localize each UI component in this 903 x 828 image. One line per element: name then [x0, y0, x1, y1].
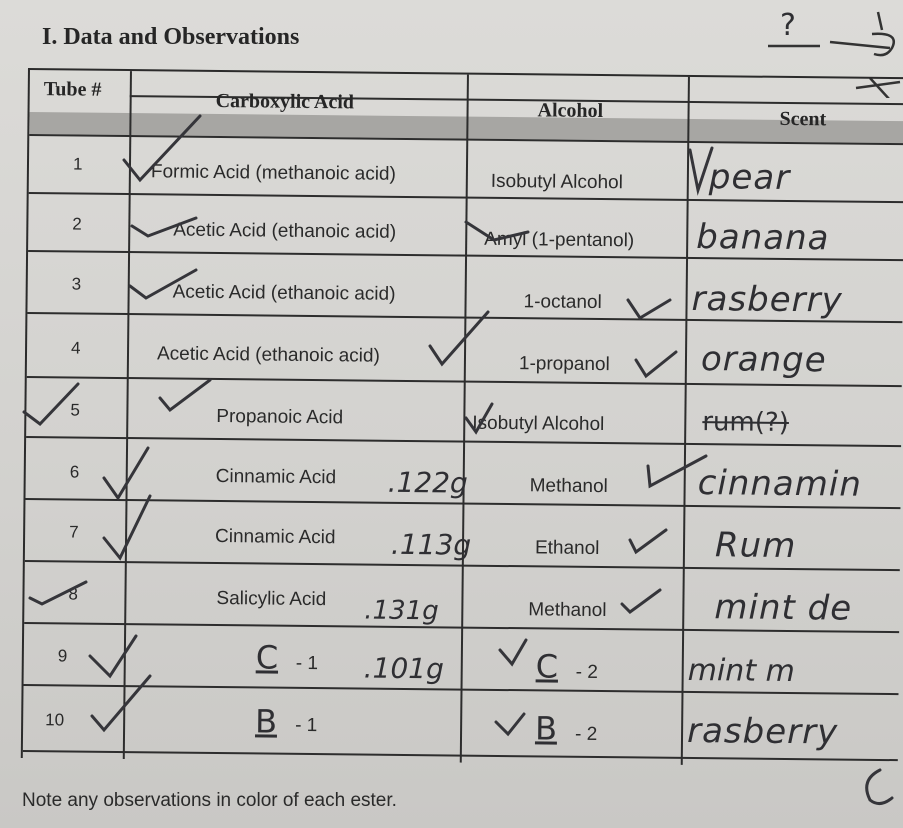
alcohol-cell: Methanol: [528, 599, 607, 622]
tube-number: 6: [69, 462, 80, 482]
tube-number: 10: [45, 710, 65, 730]
checkmark-icon: [124, 116, 200, 180]
scent-handwritten: cinnamin: [697, 463, 863, 505]
alcohol-cell: Isobutyl Alcohol: [490, 170, 623, 194]
checkmark-icon: [24, 384, 78, 424]
alcohol-suffix: - 2: [575, 661, 598, 684]
checkmark-icon: [132, 218, 196, 236]
footer-note: Note any observations in color of each ester.: [22, 790, 397, 811]
checkmark-icon: [130, 270, 196, 298]
scent-handwritten: mint de: [714, 587, 853, 629]
scent-handwritten: Rum: [714, 525, 797, 567]
tube-number: 9: [57, 646, 68, 666]
header-alcohol: Alcohol: [537, 99, 604, 123]
mass-handwritten: .101g: [363, 651, 445, 686]
acid-cell: Formic Acid (methanoic acid): [150, 161, 396, 185]
scent-handwritten: pear: [708, 157, 791, 198]
section-title: I. Data and Observations: [42, 24, 300, 50]
checkmark-icon: [628, 300, 670, 318]
checkmark-icon: [90, 636, 136, 676]
mass-handwritten: .113g: [390, 527, 472, 562]
tube-number: 8: [68, 584, 79, 604]
header-scent: Scent: [779, 107, 827, 131]
acid-suffix: - 1: [295, 652, 319, 675]
acid-cell: Cinnamic Acid: [215, 465, 337, 489]
alcohol-letter-handwritten: B: [534, 709, 558, 748]
tail-scribble: [867, 770, 892, 804]
tube-number: 3: [71, 274, 82, 294]
acid-cell: Cinnamic Acid: [214, 525, 336, 549]
alcohol-cell: Ethanol: [534, 537, 600, 560]
checkmark-icon: [496, 714, 524, 734]
checkmark-icon: [104, 496, 150, 558]
header-tube: Tube #: [43, 78, 102, 101]
alcohol-cell: Methanol: [529, 475, 608, 498]
checkmark-icon: [630, 530, 666, 552]
margin-question-mark: ?: [780, 8, 796, 43]
scent-handwritten: rum(?): [702, 407, 790, 438]
tube-number: 2: [72, 214, 82, 234]
acid-cell: Salicylic Acid: [216, 588, 327, 611]
acid-suffix: - 1: [295, 714, 318, 737]
checkmark-icon: [690, 148, 712, 190]
mass-handwritten: .122g: [387, 465, 468, 500]
acid-cell: Propanoic Acid: [216, 405, 344, 429]
tube-number: 7: [69, 522, 79, 542]
alcohol-cell: Amyl (1-pentanol): [484, 228, 635, 252]
scent-handwritten: mint m: [687, 652, 796, 690]
mass-handwritten: .131g: [364, 595, 439, 627]
checkmark-icon: [466, 404, 492, 432]
scent-handwritten: rasberry: [691, 278, 843, 321]
acid-cell: Acetic Acid (ethanoic acid): [172, 281, 396, 305]
acid-cell: Acetic Acid (ethanoic acid): [173, 219, 397, 243]
tube-number: 5: [70, 400, 80, 420]
acid-letter-handwritten: C: [255, 638, 279, 677]
checkmark-icon: [430, 312, 488, 364]
checkmark-icon: [30, 582, 86, 604]
header-acid: Carboxylic Acid: [215, 89, 355, 114]
checkmark-icon: [648, 456, 706, 486]
checkmark-icon: [500, 640, 526, 664]
alcohol-cell: Isobutyl Alcohol: [472, 412, 605, 436]
acid-letter-handwritten: B: [254, 702, 278, 741]
alcohol-cell: 1-propanol: [518, 353, 610, 376]
acid-cell: Acetic Acid (ethanoic acid): [156, 343, 380, 367]
scent-handwritten: banana: [696, 217, 830, 259]
scent-handwritten: orange: [700, 339, 827, 381]
scent-handwritten: rasberry: [686, 710, 839, 753]
alcohol-cell: 1-octanol: [523, 291, 602, 314]
checkmark-icon: [636, 352, 676, 376]
checkmark-icon: [160, 380, 210, 410]
checkmark-icon: [622, 590, 660, 612]
checkmark-icon: [92, 676, 150, 730]
checkmark-icon: [466, 222, 528, 240]
alcohol-suffix: - 2: [574, 723, 598, 745]
checkmark-icon: [104, 448, 148, 498]
tube-number: 4: [70, 338, 81, 358]
tube-number: 1: [72, 154, 83, 174]
alcohol-letter-handwritten: C: [535, 647, 559, 686]
